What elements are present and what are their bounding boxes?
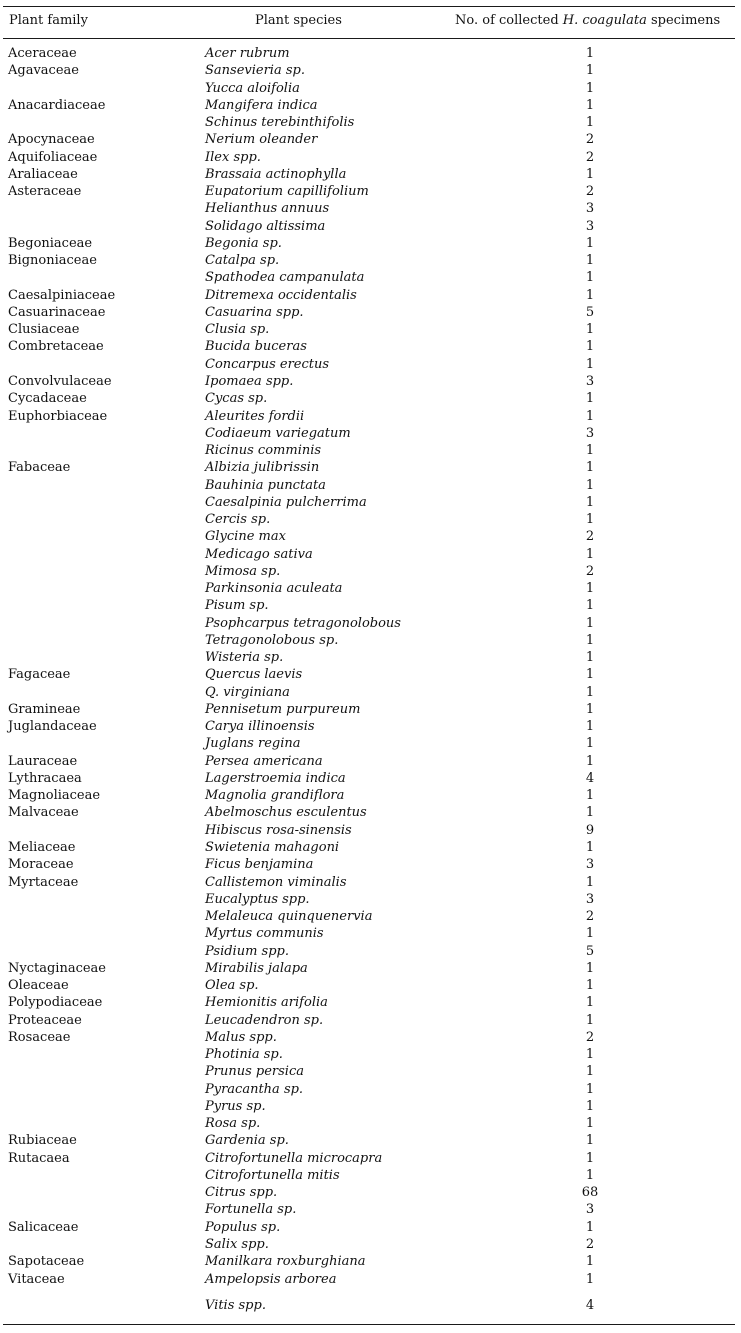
plant-species-cell: Tetragonolobous sp.	[205, 632, 339, 648]
specimen-count-cell: 1	[585, 1167, 595, 1183]
plant-family-cell: Casuarinaceae	[8, 304, 106, 320]
table-row	[0, 1184, 741, 1201]
plant-species-cell: Photinia sp.	[205, 1047, 283, 1063]
specimen-count-cell: 1	[585, 926, 595, 942]
specimen-count-cell: 1	[585, 632, 595, 648]
specimen-count-cell: 1	[585, 356, 595, 372]
plant-species-cell: Mirabilis jalapa	[205, 960, 308, 976]
specimen-count-cell: 4	[585, 1297, 595, 1313]
specimen-count-cell: 5	[585, 943, 595, 959]
specimen-count-cell: 1	[585, 97, 595, 113]
table-row	[0, 408, 741, 425]
plant-species-cell: Codiaeum variegatum	[205, 425, 351, 441]
plant-species-cell: Casuarina spp.	[205, 304, 304, 320]
plant-species-cell: Quercus laevis	[205, 667, 303, 683]
specimen-count-cell: 1	[585, 63, 595, 79]
table-row	[0, 718, 741, 735]
plant-family-cell: Fagaceae	[8, 667, 71, 683]
plant-family-cell: Caesalpiniaceae	[8, 287, 116, 303]
table-row	[0, 183, 741, 200]
specimen-count-cell: 1	[585, 650, 595, 666]
specimen-count-cell: 1	[585, 1133, 595, 1149]
table-row	[0, 477, 741, 494]
table-row	[0, 1150, 741, 1167]
table-row	[0, 666, 741, 683]
plant-species-cell: Pennisetum purpureum	[205, 701, 361, 717]
plant-species-cell: Parkinsonia aculeata	[205, 581, 343, 597]
table-row	[0, 1297, 741, 1314]
specimen-count-cell: 2	[585, 132, 595, 148]
plant-family-cell: Polypodiaceae	[8, 995, 103, 1011]
plant-species-cell: Salix spp.	[205, 1236, 269, 1252]
plant-species-cell: Helianthus annuus	[205, 201, 330, 217]
specimen-count-cell: 1	[585, 788, 595, 804]
specimen-count-cell: 2	[585, 529, 595, 545]
plant-species-cell: Myrtus communis	[205, 926, 324, 942]
specimen-count-cell: 2	[585, 563, 595, 579]
plant-family-cell: Juglandaceae	[8, 719, 97, 735]
specimen-count-cell: 1	[585, 166, 595, 182]
specimen-count-cell: 1	[585, 995, 595, 1011]
top-rule	[3, 6, 735, 7]
plant-species-cell: Mimosa sp.	[205, 563, 281, 579]
plant-family-cell: Rosaceae	[8, 1029, 71, 1045]
specimen-count-cell: 1	[585, 1012, 595, 1028]
plant-species-cell: Begonia sp.	[205, 235, 282, 251]
plant-family-cell: Aquifoliaceae	[8, 149, 98, 165]
plant-species-cell: Persea americana	[205, 753, 323, 769]
plant-species-cell: Clusia sp.	[205, 322, 270, 338]
table-row	[0, 528, 741, 545]
specimen-count-cell: 1	[585, 719, 595, 735]
plant-species-cell: Bauhinia punctata	[205, 477, 326, 493]
plant-species-cell: Swietenia mahagoni	[205, 840, 340, 855]
plant-species-cell: Brassaia actinophylla	[205, 166, 347, 182]
table-row	[0, 943, 741, 960]
specimen-count-cell: 1	[585, 115, 595, 130]
plant-family-cell: Sapotaceae	[8, 1254, 85, 1270]
specimen-count-cell: 3	[585, 373, 595, 389]
plant-species-cell: Medicago sativa	[205, 546, 313, 562]
header-specimen-count	[455, 13, 720, 29]
specimen-count-cell: 1	[585, 287, 595, 303]
table-row	[0, 390, 741, 407]
plant-species-cell: Lagerstroemia indica	[205, 770, 346, 786]
table-row	[0, 459, 741, 476]
specimen-count-cell: 1	[585, 443, 595, 458]
header-count-species: H. coagulata	[562, 13, 647, 28]
specimen-count-cell: 2	[585, 1029, 595, 1045]
plant-species-cell: Melaleuca quinquenervia	[205, 909, 373, 924]
table-row	[0, 114, 741, 131]
table-row	[0, 770, 741, 787]
plant-family-cell: Bignoniaceae	[8, 253, 97, 269]
specimen-count-cell: 1	[585, 1047, 595, 1063]
plant-family-cell: Araliaceae	[8, 166, 78, 182]
table-row	[0, 580, 741, 597]
specimen-count-cell: 1	[585, 322, 595, 338]
header-rule	[3, 38, 735, 39]
plant-species-cell: Populus sp.	[205, 1219, 281, 1235]
plant-species-cell: Nerium oleander	[205, 132, 318, 148]
plant-species-cell: Rosa sp.	[205, 1116, 261, 1132]
specimen-count-cell: 3	[585, 425, 595, 441]
plant-species-cell: Schinus terebinthifolis	[205, 115, 355, 130]
plant-species-cell: Carya illinoensis	[205, 719, 315, 735]
plant-species-cell: Olea sp.	[205, 978, 259, 993]
table-row	[0, 287, 741, 304]
specimen-count-cell: 1	[585, 805, 595, 821]
table-row	[0, 546, 741, 563]
plant-species-cell: Sansevieria sp.	[205, 63, 305, 79]
plant-family-cell: Myrtaceae	[8, 874, 79, 890]
plant-family-cell: Nyctaginaceae	[8, 960, 106, 976]
table-row	[0, 563, 741, 580]
plant-family-cell: Rutacaea	[8, 1150, 70, 1166]
specimen-count-cell: 1	[585, 581, 595, 597]
specimen-count-cell: 1	[585, 840, 595, 855]
specimen-count-cell: 1	[585, 512, 595, 527]
table-row	[0, 1132, 741, 1149]
table-row	[0, 235, 741, 252]
plant-species-cell: Ilex spp.	[205, 149, 261, 165]
specimen-count-cell: 1	[585, 753, 595, 769]
table-row	[0, 338, 741, 355]
plant-species-cell: Eupatorium capillifolium	[205, 184, 369, 200]
plant-species-cell: Fortunella sp.	[205, 1202, 297, 1218]
specimen-count-cell: 1	[585, 546, 595, 562]
table-row	[0, 1081, 741, 1098]
plant-family-cell: Agavaceae	[8, 63, 79, 79]
plant-species-cell: Ricinus comminis	[205, 443, 322, 458]
plant-species-cell: Q. virginiana	[205, 684, 290, 700]
plant-species-cell: Pisum sp.	[205, 598, 269, 614]
specimen-count-cell: 1	[585, 1098, 595, 1114]
plant-species-cell: Malus spp.	[205, 1029, 277, 1045]
table-row	[0, 1029, 741, 1046]
plant-family-cell: Lythracaea	[8, 770, 82, 786]
table-row	[0, 1201, 741, 1218]
plant-species-cell: Concarpus erectus	[205, 356, 330, 372]
plant-species-cell: Yucca aloifolia	[205, 80, 300, 96]
plant-species-cell: Caesalpinia pulcherrima	[205, 494, 367, 510]
header-count-prefix: No. of collected	[455, 13, 563, 28]
plant-species-cell: Psidium spp.	[205, 943, 289, 959]
specimen-count-cell: 3	[585, 857, 595, 873]
specimen-count-cell: 1	[585, 1254, 595, 1270]
plant-species-cell: Mangifera indica	[205, 97, 318, 113]
table-row	[0, 97, 741, 114]
table-row	[0, 1219, 741, 1236]
plant-species-cell: Solidago altissima	[205, 218, 326, 234]
header-count-suffix: specimens	[646, 13, 721, 28]
specimen-count-cell: 1	[585, 736, 595, 752]
table-row	[0, 615, 741, 632]
table-row	[0, 787, 741, 804]
plant-species-cell: Magnolia grandiflora	[205, 788, 345, 804]
specimen-count-cell: 5	[585, 304, 595, 320]
plant-family-cell: Convolvulaceae	[8, 373, 112, 389]
specimen-count-cell: 1	[585, 960, 595, 976]
specimen-count-cell: 2	[585, 184, 595, 200]
header-plant-family: Plant family	[9, 13, 88, 28]
plant-species-cell: Ditremexa occidentalis	[205, 287, 357, 303]
specimen-count-cell: 1	[585, 667, 595, 683]
table-row	[0, 218, 741, 235]
plant-species-cell: Catalpa sp.	[205, 253, 280, 269]
header-plant-species: Plant species	[255, 13, 342, 28]
plant-species-cell: Eucalyptus spp.	[205, 891, 310, 907]
plant-family-cell: Anacardiaceae	[8, 97, 106, 113]
table-row	[0, 908, 741, 925]
plant-species-cell: Citrofortunella mitis	[205, 1167, 340, 1183]
plant-species-cell: Albizia julibrissin	[205, 460, 320, 476]
table-row	[0, 80, 741, 97]
plant-species-cell: Juglans regina	[205, 736, 301, 752]
plant-family-cell: Malvaceae	[8, 805, 79, 821]
table-row	[0, 994, 741, 1011]
table-row	[0, 684, 741, 701]
specimen-count-cell: 1	[585, 874, 595, 890]
table-row	[0, 1236, 741, 1253]
plant-family-cell: Rubiaceae	[8, 1133, 77, 1149]
table-row	[0, 511, 741, 528]
specimen-count-cell: 1	[585, 1081, 595, 1097]
plant-family-cell: Salicaceae	[8, 1219, 79, 1235]
plant-species-cell: Callistemon viminalis	[205, 874, 347, 890]
plant-family-cell: Aceraceae	[8, 46, 77, 61]
table-row	[0, 442, 741, 459]
table-row	[0, 856, 741, 873]
table-row	[0, 891, 741, 908]
specimen-count-cell: 1	[585, 701, 595, 717]
specimen-count-cell: 1	[585, 1150, 595, 1166]
specimen-count-cell: 3	[585, 891, 595, 907]
plant-family-cell: Apocynaceae	[8, 132, 95, 148]
table-row	[0, 373, 741, 390]
plant-species-cell: Aleurites fordii	[205, 408, 305, 424]
plant-species-cell: Hibiscus rosa-sinensis	[205, 822, 352, 838]
specimen-count-cell: 2	[585, 909, 595, 924]
table-row	[0, 753, 741, 770]
specimen-count-cell: 1	[585, 684, 595, 700]
plant-family-cell: Proteaceae	[8, 1012, 82, 1028]
specimen-count-cell: 3	[585, 1202, 595, 1218]
table-row	[0, 166, 741, 183]
specimen-count-cell: 1	[585, 615, 595, 631]
specimen-count-cell: 1	[585, 391, 595, 407]
plant-species-cell: Cercis sp.	[205, 512, 271, 527]
plant-family-cell: Fabaceae	[8, 460, 71, 476]
plant-family-cell: Magnoliaceae	[8, 788, 101, 804]
plant-family-cell: Cycadaceae	[8, 391, 87, 407]
plant-species-cell: Hemionitis arifolia	[205, 995, 328, 1011]
table-row	[0, 925, 741, 942]
plant-species-cell: Manilkara roxburghiana	[205, 1254, 366, 1270]
plant-species-cell: Prunus persica	[205, 1064, 304, 1080]
plant-species-cell: Pyracantha sp.	[205, 1081, 304, 1097]
plant-species-cell: Acer rubrum	[205, 46, 290, 61]
plant-species-cell: Glycine max	[205, 529, 286, 545]
plant-species-cell: Pyrus sp.	[205, 1098, 266, 1114]
specimen-count-cell: 2	[585, 149, 595, 165]
table-row	[0, 149, 741, 166]
plant-family-cell: Combretaceae	[8, 339, 104, 355]
specimen-count-cell: 3	[585, 218, 595, 234]
table-row	[0, 269, 741, 286]
plant-family-cell: Vitaceae	[8, 1271, 65, 1287]
specimen-count-cell: 68	[581, 1185, 599, 1201]
plant-family-cell: Moraceae	[8, 857, 74, 873]
plant-species-cell: Ampelopsis arborea	[205, 1271, 337, 1287]
plant-family-cell: Asteraceae	[8, 184, 82, 200]
plant-species-cell: Wisteria sp.	[205, 650, 284, 666]
table-row	[0, 45, 741, 62]
plant-species-cell: Vitis spp.	[205, 1297, 266, 1313]
specimen-count-cell: 1	[585, 270, 595, 286]
specimen-count-cell: 1	[585, 253, 595, 269]
specimen-count-cell: 1	[585, 46, 595, 61]
table-row	[0, 252, 741, 269]
table-row	[0, 321, 741, 338]
table-row	[0, 1046, 741, 1063]
plant-species-cell: Bucida buceras	[205, 339, 307, 355]
plant-family-cell: Clusiaceae	[8, 322, 80, 338]
table-row	[0, 701, 741, 718]
table-row	[0, 649, 741, 666]
table-row	[0, 960, 741, 977]
table-row	[0, 494, 741, 511]
specimen-count-cell: 1	[585, 1219, 595, 1235]
plant-species-cell: Cycas sp.	[205, 391, 268, 407]
table-row	[0, 200, 741, 217]
table-row	[0, 131, 741, 148]
table-row	[0, 1115, 741, 1132]
specimen-count-cell: 1	[585, 339, 595, 355]
specimen-count-cell: 4	[585, 770, 595, 786]
table-row	[0, 1167, 741, 1184]
specimen-count-cell: 1	[585, 1116, 595, 1132]
specimen-count-cell: 1	[585, 1064, 595, 1080]
plant-species-cell: Ipomaea spp.	[205, 373, 294, 389]
table-row	[0, 735, 741, 752]
table-row	[0, 632, 741, 649]
specimen-count-cell: 1	[585, 80, 595, 96]
table-row	[0, 839, 741, 856]
table-row	[0, 1012, 741, 1029]
specimen-count-cell: 1	[585, 598, 595, 614]
plant-species-cell: Ficus benjamina	[205, 857, 314, 873]
plant-species-cell: Leucadendron sp.	[205, 1012, 324, 1028]
table-row	[0, 1063, 741, 1080]
specimen-count-cell: 1	[585, 235, 595, 251]
table-row	[0, 1271, 741, 1288]
specimen-count-cell: 1	[585, 978, 595, 993]
plant-species-cell: Gardenia sp.	[205, 1133, 289, 1149]
plant-species-cell: Spathodea campanulata	[205, 270, 365, 286]
specimen-count-cell: 1	[585, 1271, 595, 1287]
specimen-count-cell: 3	[585, 201, 595, 217]
plant-family-cell: Begoniaceae	[8, 235, 93, 251]
plant-family-cell: Gramineae	[8, 701, 81, 717]
specimen-count-cell: 1	[585, 477, 595, 493]
plant-species-cell: Citrofortunella microcapra	[205, 1150, 383, 1166]
table-row	[0, 977, 741, 994]
table-row	[0, 356, 741, 373]
table-row	[0, 874, 741, 891]
plant-family-cell: Lauraceae	[8, 753, 78, 769]
specimen-count-cell: 1	[585, 408, 595, 424]
table-row	[0, 804, 741, 821]
specimen-count-cell: 2	[585, 1236, 595, 1252]
plant-species-cell: Citrus spp.	[205, 1185, 278, 1201]
plant-family-cell: Oleaceae	[8, 978, 69, 993]
table-row	[0, 597, 741, 614]
table-row	[0, 425, 741, 442]
plant-family-cell: Euphorbiaceae	[8, 408, 108, 424]
table-row	[0, 822, 741, 839]
bottom-rule	[3, 1324, 735, 1325]
specimen-count-cell: 9	[585, 822, 595, 838]
plant-family-cell: Meliaceae	[8, 840, 76, 855]
table-row	[0, 304, 741, 321]
table-row	[0, 1098, 741, 1115]
plant-species-cell: Abelmoschus esculentus	[205, 805, 367, 821]
specimen-count-cell: 1	[585, 460, 595, 476]
table-row	[0, 62, 741, 79]
plant-species-cell: Psophcarpus tetragonolobous	[205, 615, 401, 631]
specimen-count-cell: 1	[585, 494, 595, 510]
table-row	[0, 1253, 741, 1270]
